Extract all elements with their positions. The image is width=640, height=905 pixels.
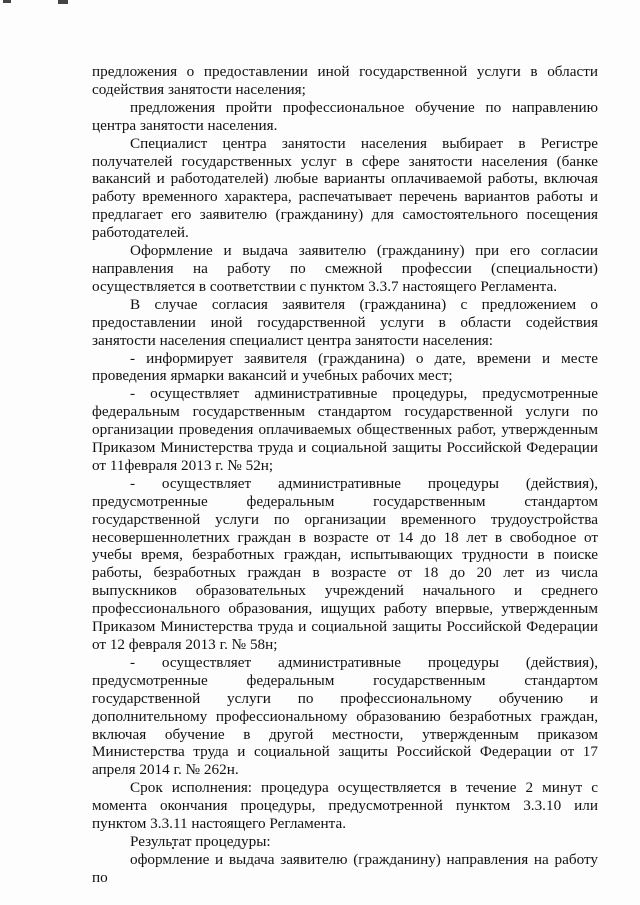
paragraph: - осуществляет административные процедуры, предусмотренные федеральным государственным стандартом государственной услуги по организации проведения оплачиваемых общественных работ, утвержденным Приказом Министерства труда и социальной защиты Российской Федерации от 11февраля 2013 г. № 52н; [92,385,598,474]
paragraph: Оформление и выдача заявителю (гражданину) при его согласии направления на работу по смежной профессии (специальности) осуществляется в соответствии с пунктом 3.3.7 настоящего Регламента. [92,242,598,295]
document-body [92,63,598,887]
paragraph: - информирует заявителя (гражданина) о дате, времени и месте проведения ярмарки вакансий и учебных рабочих мест; [92,349,598,385]
paragraph: предложения пройти профессиональное обучение по направлению центра занятости населения. [92,98,598,134]
scan-mark [3,0,11,3]
paragraph: - осуществляет административные процедуры (действия), предусмотренные федеральным государственным стандартом государственной услуги по организации временного трудоустройства несовершеннолетних граждан в возрасте от 14 до 18 лет в свободное от учебы время, безработных граждан, испытывающих трудности в поиске работы, безработных граждан в возрасте от 18 до 20 лет из числа выпускников образовательных учреждений начального и среднего профессионального образования, ищущих работу впервые, утвержденным Приказом Министерства труда и социальной защиты Российской Федерации от 12 февраля 2013 г. № 58н; [92,474,598,653]
paragraph: Срок исполнения: процедура осуществляется в течение 2 минут с момента окончания процедуры, предусмотренной пунктом 3.3.10 или пунктом 3.3.11 настоящего Регламента. [92,779,598,833]
paragraph: Специалист центра занятости населения выбирает в Регистре получателей государственных услуг в сфере занятости населения (банке вакансий и работодателей) любые варианты оплачиваемой работы, включая работу временного характера, распечатывает перечень вариантов работы и предлагает его заявителю (гражданину) для самостоятельного посещения работодателей. [92,134,598,242]
paragraph: В случае согласия заявителя (гражданина) с предложением о предоставлении иной государственной услуги в области содействия занятости населения специалист центра занятости населения: [92,295,598,349]
scan-mark [58,0,68,4]
paragraph: - осуществляет административные процедуры (действия), предусмотренные федеральным государственным стандартом государственной услуги по профессиональному обучению и дополнительному профессиональному образованию безработных граждан, включая обучение в другой местности, утвержденным приказом Министерства труда и социальной защиты Российской Федерации от 17 апреля 2014 г. № 262н. [92,653,598,779]
paragraph: оформление и выдача заявителю (гражданину) направления на работу по [92,850,598,886]
paragraph: предложения о предоставлении иной государственной услуги в области содействия занятости населения; [92,63,598,98]
paragraph: Результат процедуры: [130,832,271,850]
